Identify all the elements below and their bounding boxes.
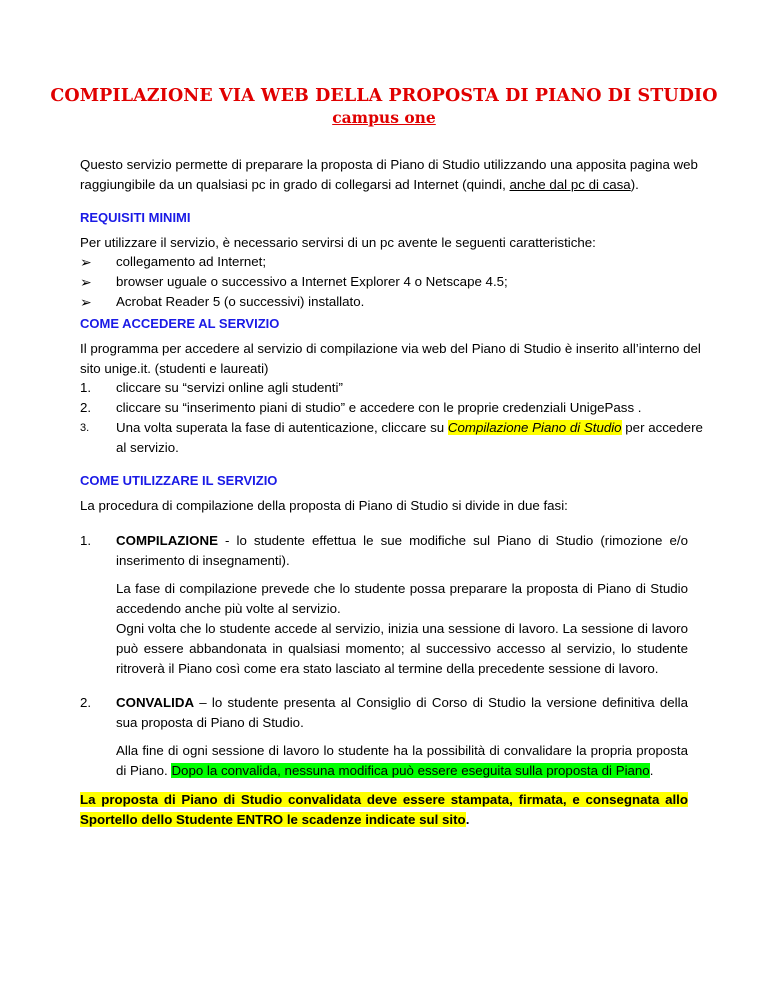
intro-text: raggiungibile da un qualsiasi pc in grado di collegarsi ad Internet (quindi,: [80, 177, 510, 192]
step-text-part: per accedere: [621, 420, 703, 435]
phase-text: - lo studente effettua le sue modifiche sul Piano di Studio (rimozione e/o inserimento di insegnamenti).: [116, 533, 688, 568]
highlight-compilazione: Compilazione Piano di Studio: [447, 420, 622, 435]
phase-compilazione-para2: Ogni volta che lo studente accede al servizio, inizia una sessione di lavoro. La sessione di lavoro può essere abbandonata in qualsiasi momento; al successivo accesso al servizio, lo studente ritroverà il Piano così come era stato lasciato al termine della precedente sessione di lavoro.: [116, 621, 688, 676]
heading-utilizzare: COME UTILIZZARE IL SERVIZIO: [80, 473, 278, 488]
bullet-icon: ➢: [80, 274, 92, 290]
intro-line-2: [80, 175, 639, 195]
phase-convalida: [116, 693, 688, 733]
phase-number: 1.: [80, 533, 92, 548]
step-text: [116, 418, 703, 438]
phase-text: – lo studente presenta al Consiglio di Corso di Studio la versione definitiva della sua proposta di Piano di Studio.: [116, 695, 688, 730]
accedere-intro-2: sito unige.it. (studenti e laureati): [80, 361, 269, 376]
step-number: 1.: [80, 380, 92, 395]
highlight-convalida: Dopo la convalida, nessuna modifica può essere eseguita sulla proposta di Piano: [171, 763, 650, 778]
intro-line-1: Questo servizio permette di preparare la proposta di Piano di Studio utilizzando una apposita pagina web: [80, 157, 698, 172]
phase-convalida-para1: [116, 741, 688, 781]
heading-accedere: COME ACCEDERE AL SERVIZIO: [80, 316, 280, 331]
phase-number: 2.: [80, 695, 92, 710]
step-number: 3.: [80, 422, 90, 434]
step-number: 2.: [80, 400, 92, 415]
para-text: Alla fine di ogni sessione di lavoro lo studente ha la possibilità di convalidare la propria proposta di Piano.: [116, 743, 688, 778]
step-text: cliccare su “servizi online agli studenti”: [116, 380, 343, 395]
bullet-icon: ➢: [80, 294, 92, 310]
requisiti-item: collegamento ad Internet;: [116, 254, 267, 269]
final-note-line-1: [80, 790, 688, 810]
phase-compilazione-para1: La fase di compilazione prevede che lo studente possa preparare la proposta di Piano di Studio accedendo anche più volte al servizio.: [116, 581, 688, 616]
final-note-line-2: [80, 810, 469, 830]
phase-compilazione: [116, 531, 688, 571]
intro-end: ).: [630, 177, 639, 192]
para-end: .: [649, 763, 654, 778]
phase-label: CONVALIDA: [116, 695, 195, 710]
final-note-text: La proposta di Piano di Studio convalidata deve essere stampata, firmata, e consegnata allo: [80, 792, 688, 807]
intro-underlined: anche dal pc di casa: [509, 177, 631, 192]
step-text-continued: al servizio.: [116, 440, 179, 455]
requisiti-intro: Per utilizzare il servizio, è necessario servirsi di un pc avente le seguenti caratteristiche:: [80, 235, 596, 250]
final-note-end: .: [465, 812, 470, 827]
step-text: cliccare su “inserimento piani di studio” e accedere con le proprie credenziali UnigePass .: [116, 400, 642, 415]
requisiti-item: Acrobat Reader 5 (o successivi) installato.: [116, 294, 365, 309]
utilizzare-intro: La procedura di compilazione della proposta di Piano di Studio si divide in due fasi:: [80, 498, 568, 513]
accedere-intro-1: Il programma per accedere al servizio di compilazione via web del Piano di Studio è inserito all’interno del: [80, 341, 701, 356]
bullet-icon: ➢: [80, 254, 92, 270]
document-subtitle: campus one: [332, 108, 436, 127]
phase-label: COMPILAZIONE: [116, 533, 218, 548]
document-title: COMPILAZIONE VIA WEB DELLA PROPOSTA DI PIANO DI STUDIO: [50, 86, 718, 106]
heading-requisiti: REQUISITI MINIMI: [80, 210, 191, 225]
final-note-text: Sportello dello Studente ENTRO le scadenze indicate sul sito: [80, 812, 466, 827]
requisiti-item: browser uguale o successivo a Internet Explorer 4 o Netscape 4.5;: [116, 274, 508, 289]
step-text-part: Una volta superata la fase di autenticazione, cliccare su: [116, 420, 448, 435]
